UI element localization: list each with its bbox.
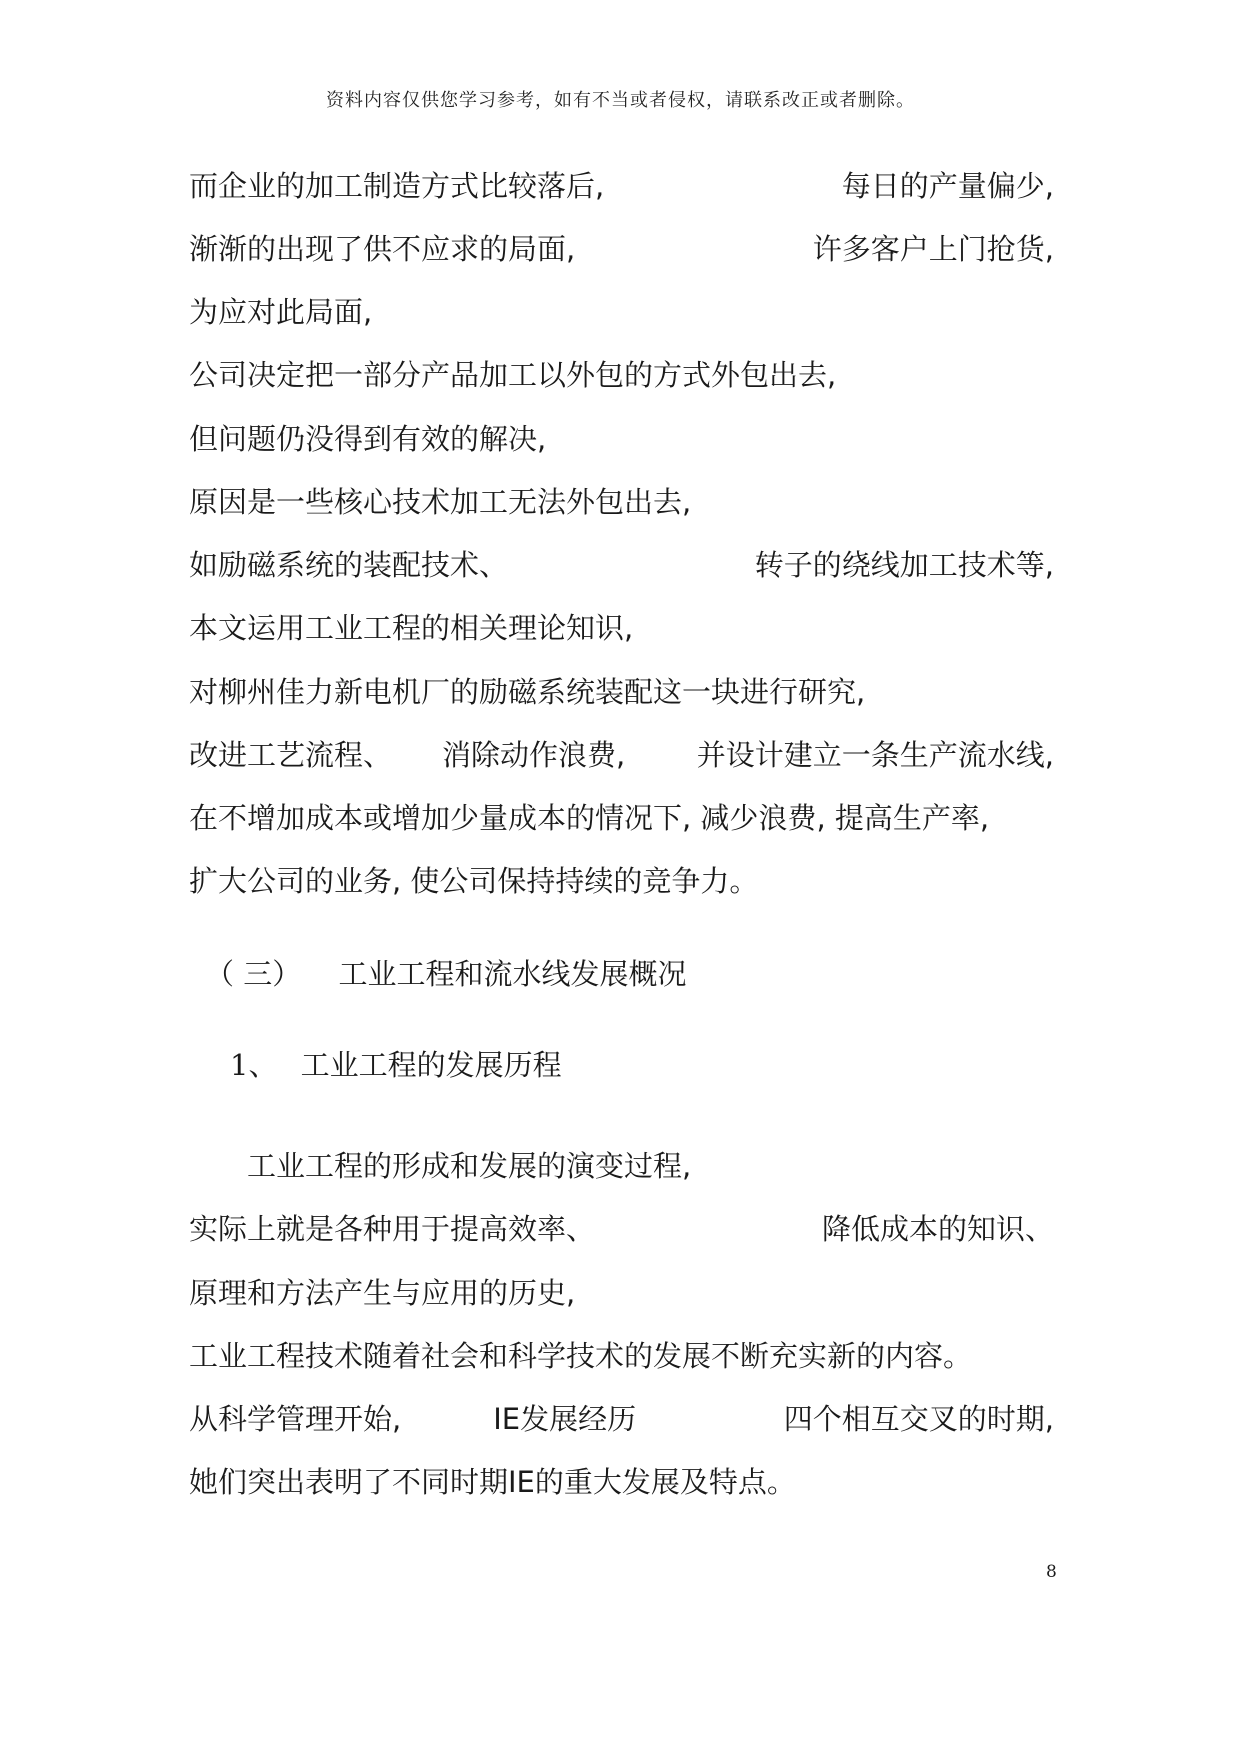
text-segment: 降低成本的知识、: [821, 1212, 1054, 1246]
text-segment: 并设计建立一条生产流水线,: [696, 738, 1054, 772]
text-line: 为应对此局面,: [189, 295, 373, 329]
text-line: [189, 1399, 1054, 1439]
subsection-title: 工业工程的发展历程: [300, 1048, 562, 1082]
text-line: [189, 166, 1054, 206]
text-line: [189, 735, 1054, 775]
text-segment: 消除动作浪费,: [442, 738, 626, 772]
text-line: 扩大公司的业务, 使公司保持持续的竞争力。: [189, 864, 759, 898]
text-line: 对柳州佳力新电机厂的励磁系统装配这一块进行研究,: [189, 675, 866, 709]
text-segment: IE发展经历: [493, 1402, 637, 1436]
text-line: 工业工程的形成和发展的演变过程,: [247, 1149, 692, 1183]
text-segment: 渐渐的出现了供不应求的局面,: [189, 232, 576, 266]
text-line: 原因是一些核心技术加工无法外包出去,: [189, 485, 692, 519]
text-segment: 实际上就是各种用于提高效率、: [189, 1212, 596, 1246]
text-line: 在不增加成本或增加少量成本的情况下, 减少浪费, 提高生产率,: [189, 801, 990, 835]
text-segment: 而企业的加工制造方式比较落后,: [189, 169, 605, 203]
section-heading: [205, 954, 686, 994]
text-segment: 如励磁系统的装配技术、: [189, 548, 509, 582]
text-segment: 从科学管理开始,: [189, 1402, 402, 1436]
text-line: [189, 229, 1054, 269]
text-line: 原理和方法产生与应用的历史,: [189, 1276, 576, 1310]
section-number: （ 三）: [205, 957, 302, 991]
text-segment: 每日的产量偏少,: [841, 169, 1054, 203]
page-number: 8: [1046, 1562, 1057, 1582]
text-segment: 许多客户上门抢货,: [812, 232, 1054, 266]
text-line: 她们突出表明了不同时期IE的重大发展及特点。: [189, 1465, 796, 1499]
subsection-number: 1、: [230, 1048, 278, 1082]
subsection-heading: [230, 1045, 562, 1085]
text-segment: 四个相互交叉的时期,: [783, 1402, 1054, 1436]
text-line: 本文运用工业工程的相关理论知识,: [189, 611, 634, 645]
text-segment: 转子的绕线加工技术等,: [754, 548, 1054, 582]
text-segment: 改进工艺流程、: [189, 738, 393, 772]
page-header-disclaimer: 资料内容仅供您学习参考，如有不当或者侵权，请联系改正或者删除。: [326, 90, 915, 111]
text-line: [189, 1209, 1054, 1249]
text-line: 工业工程技术随着社会和科学技术的发展不断充实新的内容。: [189, 1339, 973, 1373]
text-line: 但问题仍没得到有效的解决,: [189, 422, 547, 456]
section-title: 工业工程和流水线发展概况: [338, 957, 687, 991]
text-line: 公司决定把一部分产品加工以外包的方式外包出去,: [189, 358, 837, 392]
text-line: [189, 545, 1054, 585]
